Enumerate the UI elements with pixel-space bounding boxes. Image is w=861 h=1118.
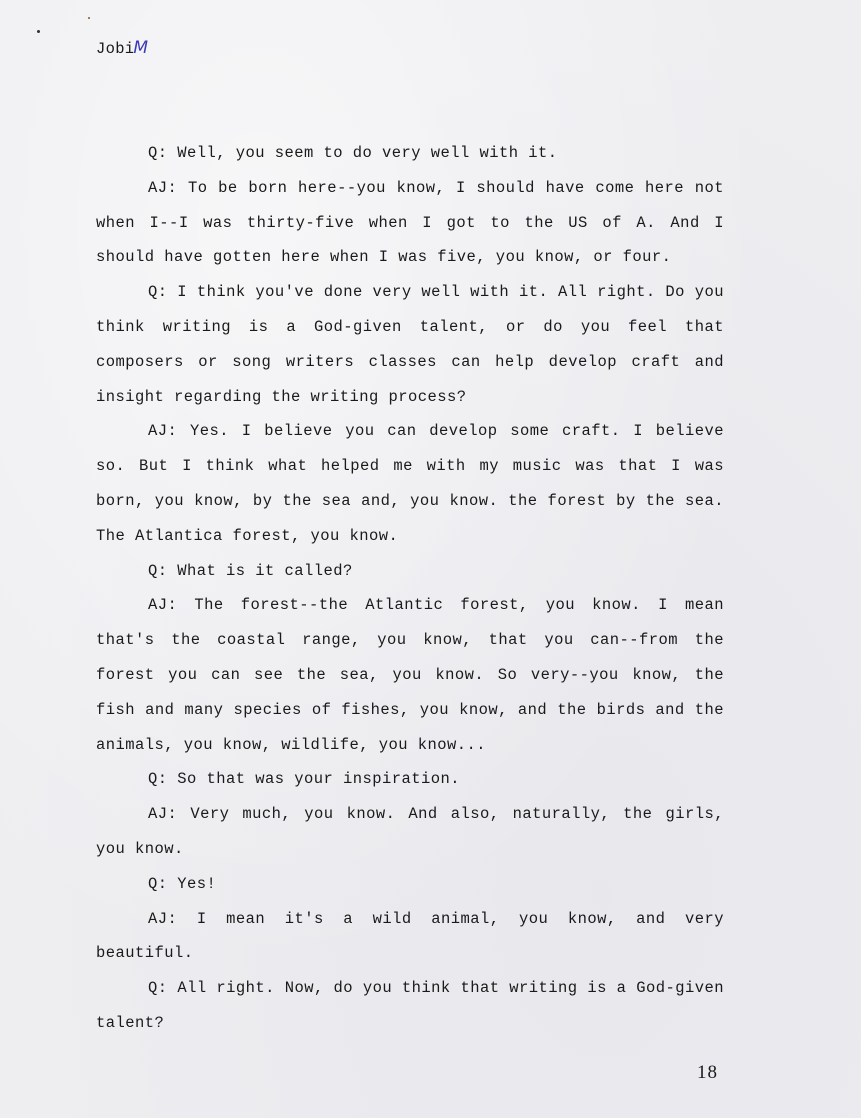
paper-speck [88, 17, 90, 19]
header-handwritten-initial: M [133, 38, 149, 58]
transcript-paragraph: AJ: To be born here--you know, I should have come here not when I--I was thirty-five when I got to the US of A. And I should have gotten here when I was five, you know, or four. [96, 178, 724, 267]
transcript-paragraph: Q: All right. Now, do you think that writing is a God-given talent? [96, 979, 724, 1032]
page-header [96, 38, 148, 58]
page-number: 18 [697, 1062, 718, 1083]
transcript-paragraph: AJ: I mean it's a wild animal, you know, and very beautiful. [96, 909, 724, 963]
transcript-paragraph: Q: What is it called? [148, 561, 353, 580]
paper-speck [37, 30, 40, 33]
transcript-paragraph: Q: So that was your inspiration. [148, 770, 461, 789]
transcript-body [96, 136, 724, 1041]
transcript-paragraph: AJ: Yes. I believe you can develop some craft. I believe so. But I think what helped me with my music was that I was born, you know, by the sea and, you know. the forest by the sea. The Atlantica forest, you know. [96, 422, 724, 545]
transcript-paragraph: Q: Well, you seem to do very well with it. [148, 144, 558, 162]
transcript-paragraph: AJ: The forest--the Atlantic forest, you know. I mean that's the coastal range, you know, that you can--from the forest you can see the sea, you know. So very--you know, the fish and many species of fishes, you know, and the birds and the animals, you know, wildlife, you know... [96, 596, 724, 754]
transcript-paragraph: Q: Yes! [148, 874, 217, 893]
header-typed-name: Jobi [96, 40, 135, 58]
transcript-paragraph: AJ: Very much, you know. And also, naturally, the girls, you know. [96, 805, 724, 858]
transcript-paragraph: Q: I think you've done very well with it. All right. Do you think writing is a God-given talent, or do you feel that composers or song writers classes can help develop craft and insight regarding the writing process? [96, 283, 724, 406]
